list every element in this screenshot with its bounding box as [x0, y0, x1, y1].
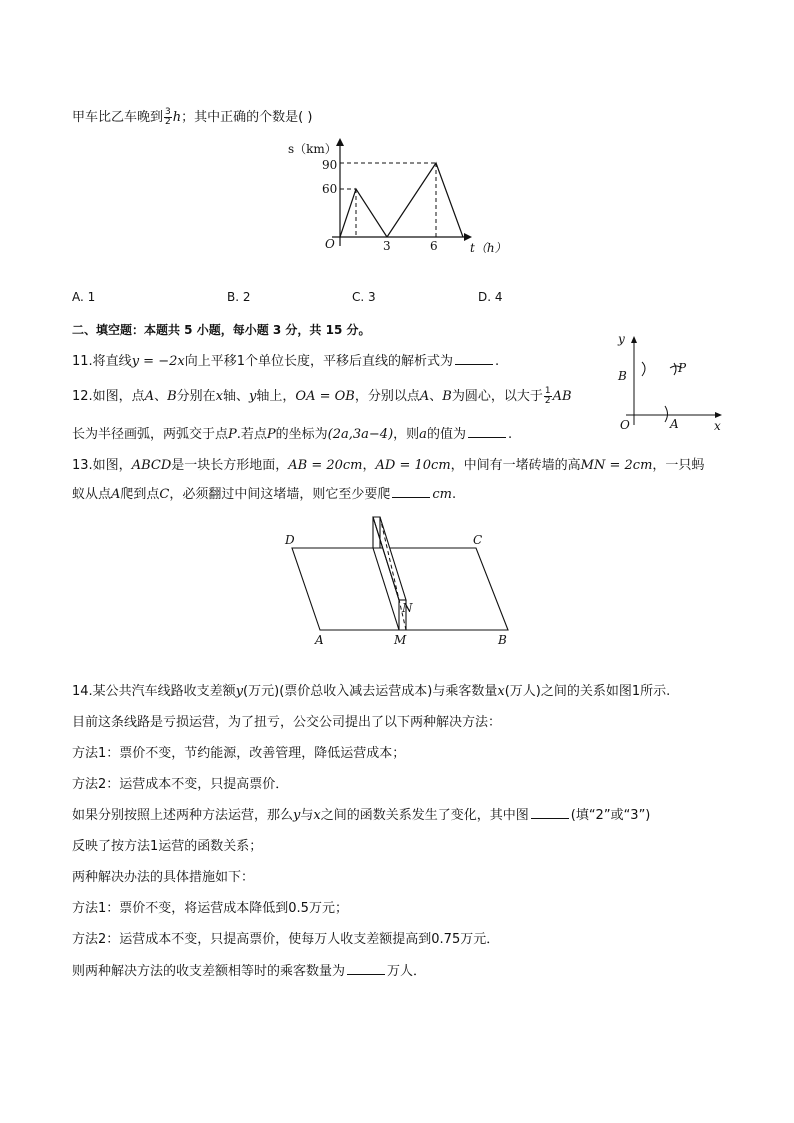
- q13-line2: 蚁从点A爬到点C，必须翻过中间这堵墙，则它至少要爬 cm.: [72, 487, 457, 502]
- q14-line10: 则两种解决方法的收支差额相等时的乘客数量为 万人．: [72, 964, 427, 979]
- y-label: y: [618, 332, 625, 346]
- y-axis-label: s（km）: [288, 142, 337, 156]
- x-axis-arrow: [464, 233, 472, 241]
- x-tick-3: 3: [383, 239, 391, 253]
- x-tick-6: 6: [430, 239, 438, 253]
- x-axis-arrow: [715, 412, 722, 418]
- q11: 11.将直线y = −2x向上平移1个单位长度，平移后直线的解析式为 .: [72, 354, 500, 369]
- point-p-label: P: [678, 361, 687, 375]
- q14-line4: 方法2：运营成本不变，只提高票价．: [72, 777, 289, 792]
- q14-line2: 目前这条线路是亏损运营，为了扭亏，公交公司提出了以下两种解决方法：: [72, 715, 502, 730]
- q12-coordinate-figure: [608, 330, 728, 435]
- q13-line1: 13.如图，ABCD是一块长方形地面，AB = 20cm，AD = 10cm，中间有一堵砖墙的高MN = 2cm，一只蚂: [72, 458, 705, 473]
- q14-line7: 两种解决办法的具体措施如下：: [72, 870, 255, 885]
- q14-line8: 方法1：票价不变，将运营成本降低到0.5万元；: [72, 901, 348, 916]
- option-a: A. 1: [72, 290, 96, 304]
- y-tick-60: 60: [322, 182, 338, 196]
- car-a-path: [340, 189, 387, 237]
- y-tick-90: 90: [322, 158, 338, 172]
- answer-blank[interactable]: [347, 962, 385, 975]
- label-m: M: [394, 633, 407, 647]
- q10-text-pre: 甲车比乙车晚到: [72, 110, 164, 125]
- answer-blank[interactable]: [531, 806, 569, 819]
- q12-line2: 长为半径画弧，两弧交于点P.若点P的坐标为(2a,3a−4)，则a的值为 .: [72, 427, 513, 442]
- point-b-label: B: [618, 369, 627, 383]
- q14-line9: 方法2：运营成本不变，只提高票价，使每万人收支差额提高到0.75万元．: [72, 932, 500, 947]
- answer-blank[interactable]: [468, 425, 506, 438]
- y-axis-arrow: [336, 138, 344, 146]
- origin-label: O: [620, 418, 630, 432]
- q14-line3: 方法1：票价不变，节约能源，改善管理，降低运营成本；: [72, 746, 406, 761]
- q14-line6: 反映了按方法1运营的函数关系；: [72, 839, 263, 854]
- option-b: B. 2: [227, 290, 251, 304]
- x-axis-label: t（h）: [470, 241, 507, 255]
- arc-near-a: [665, 406, 668, 422]
- fraction: $\frac{1}{2}$: [544, 386, 551, 406]
- q10-text-post: ；其中正确的个数是( ): [181, 110, 313, 125]
- fraction: $\frac{3}{2}$: [165, 107, 171, 127]
- y-axis-arrow: [631, 336, 637, 343]
- label-a: A: [315, 633, 324, 647]
- car-b-path: [387, 163, 463, 237]
- q10-distance-time-graph: [280, 136, 510, 266]
- q13-wall-figure: [280, 508, 520, 653]
- origin-label: O: [325, 237, 335, 251]
- answer-blank[interactable]: [455, 352, 493, 365]
- label-n: N: [402, 601, 413, 615]
- x-label: x: [714, 419, 721, 433]
- label-b: B: [498, 633, 507, 647]
- arc-near-b: [642, 362, 645, 376]
- q14-line5: 如果分别按照上述两种方法运营，那么y与x之间的函数关系发生了变化，其中图 (填“2”或“3”): [72, 808, 651, 823]
- q12-line1: 12.如图，点A、B分别在x轴、y轴上，OA = OB，分别以点A、B为圆心，以大于 $\frac{1}{2}$ AB: [72, 386, 572, 406]
- point-a-label: A: [670, 417, 679, 431]
- option-d: D. 4: [478, 290, 503, 304]
- q10-text: 甲车比乙车晚到 $\frac{3}{2}$ h；其中正确的个数是( ): [72, 107, 313, 127]
- answer-blank[interactable]: [392, 485, 430, 498]
- option-c: C. 3: [352, 290, 376, 304]
- q14-line1: 14.某公共汽车线路收支差额y(万元)(票价总收入减去运营成本)与乘客数量x(万人)之间的关系如图1所示.: [72, 684, 671, 699]
- section-heading: 二、填空题：本题共 5 小题，每小题 3 分，共 15 分。: [72, 323, 371, 337]
- arc-p-2: [674, 363, 676, 375]
- label-d: D: [285, 533, 295, 547]
- label-c: C: [473, 533, 483, 547]
